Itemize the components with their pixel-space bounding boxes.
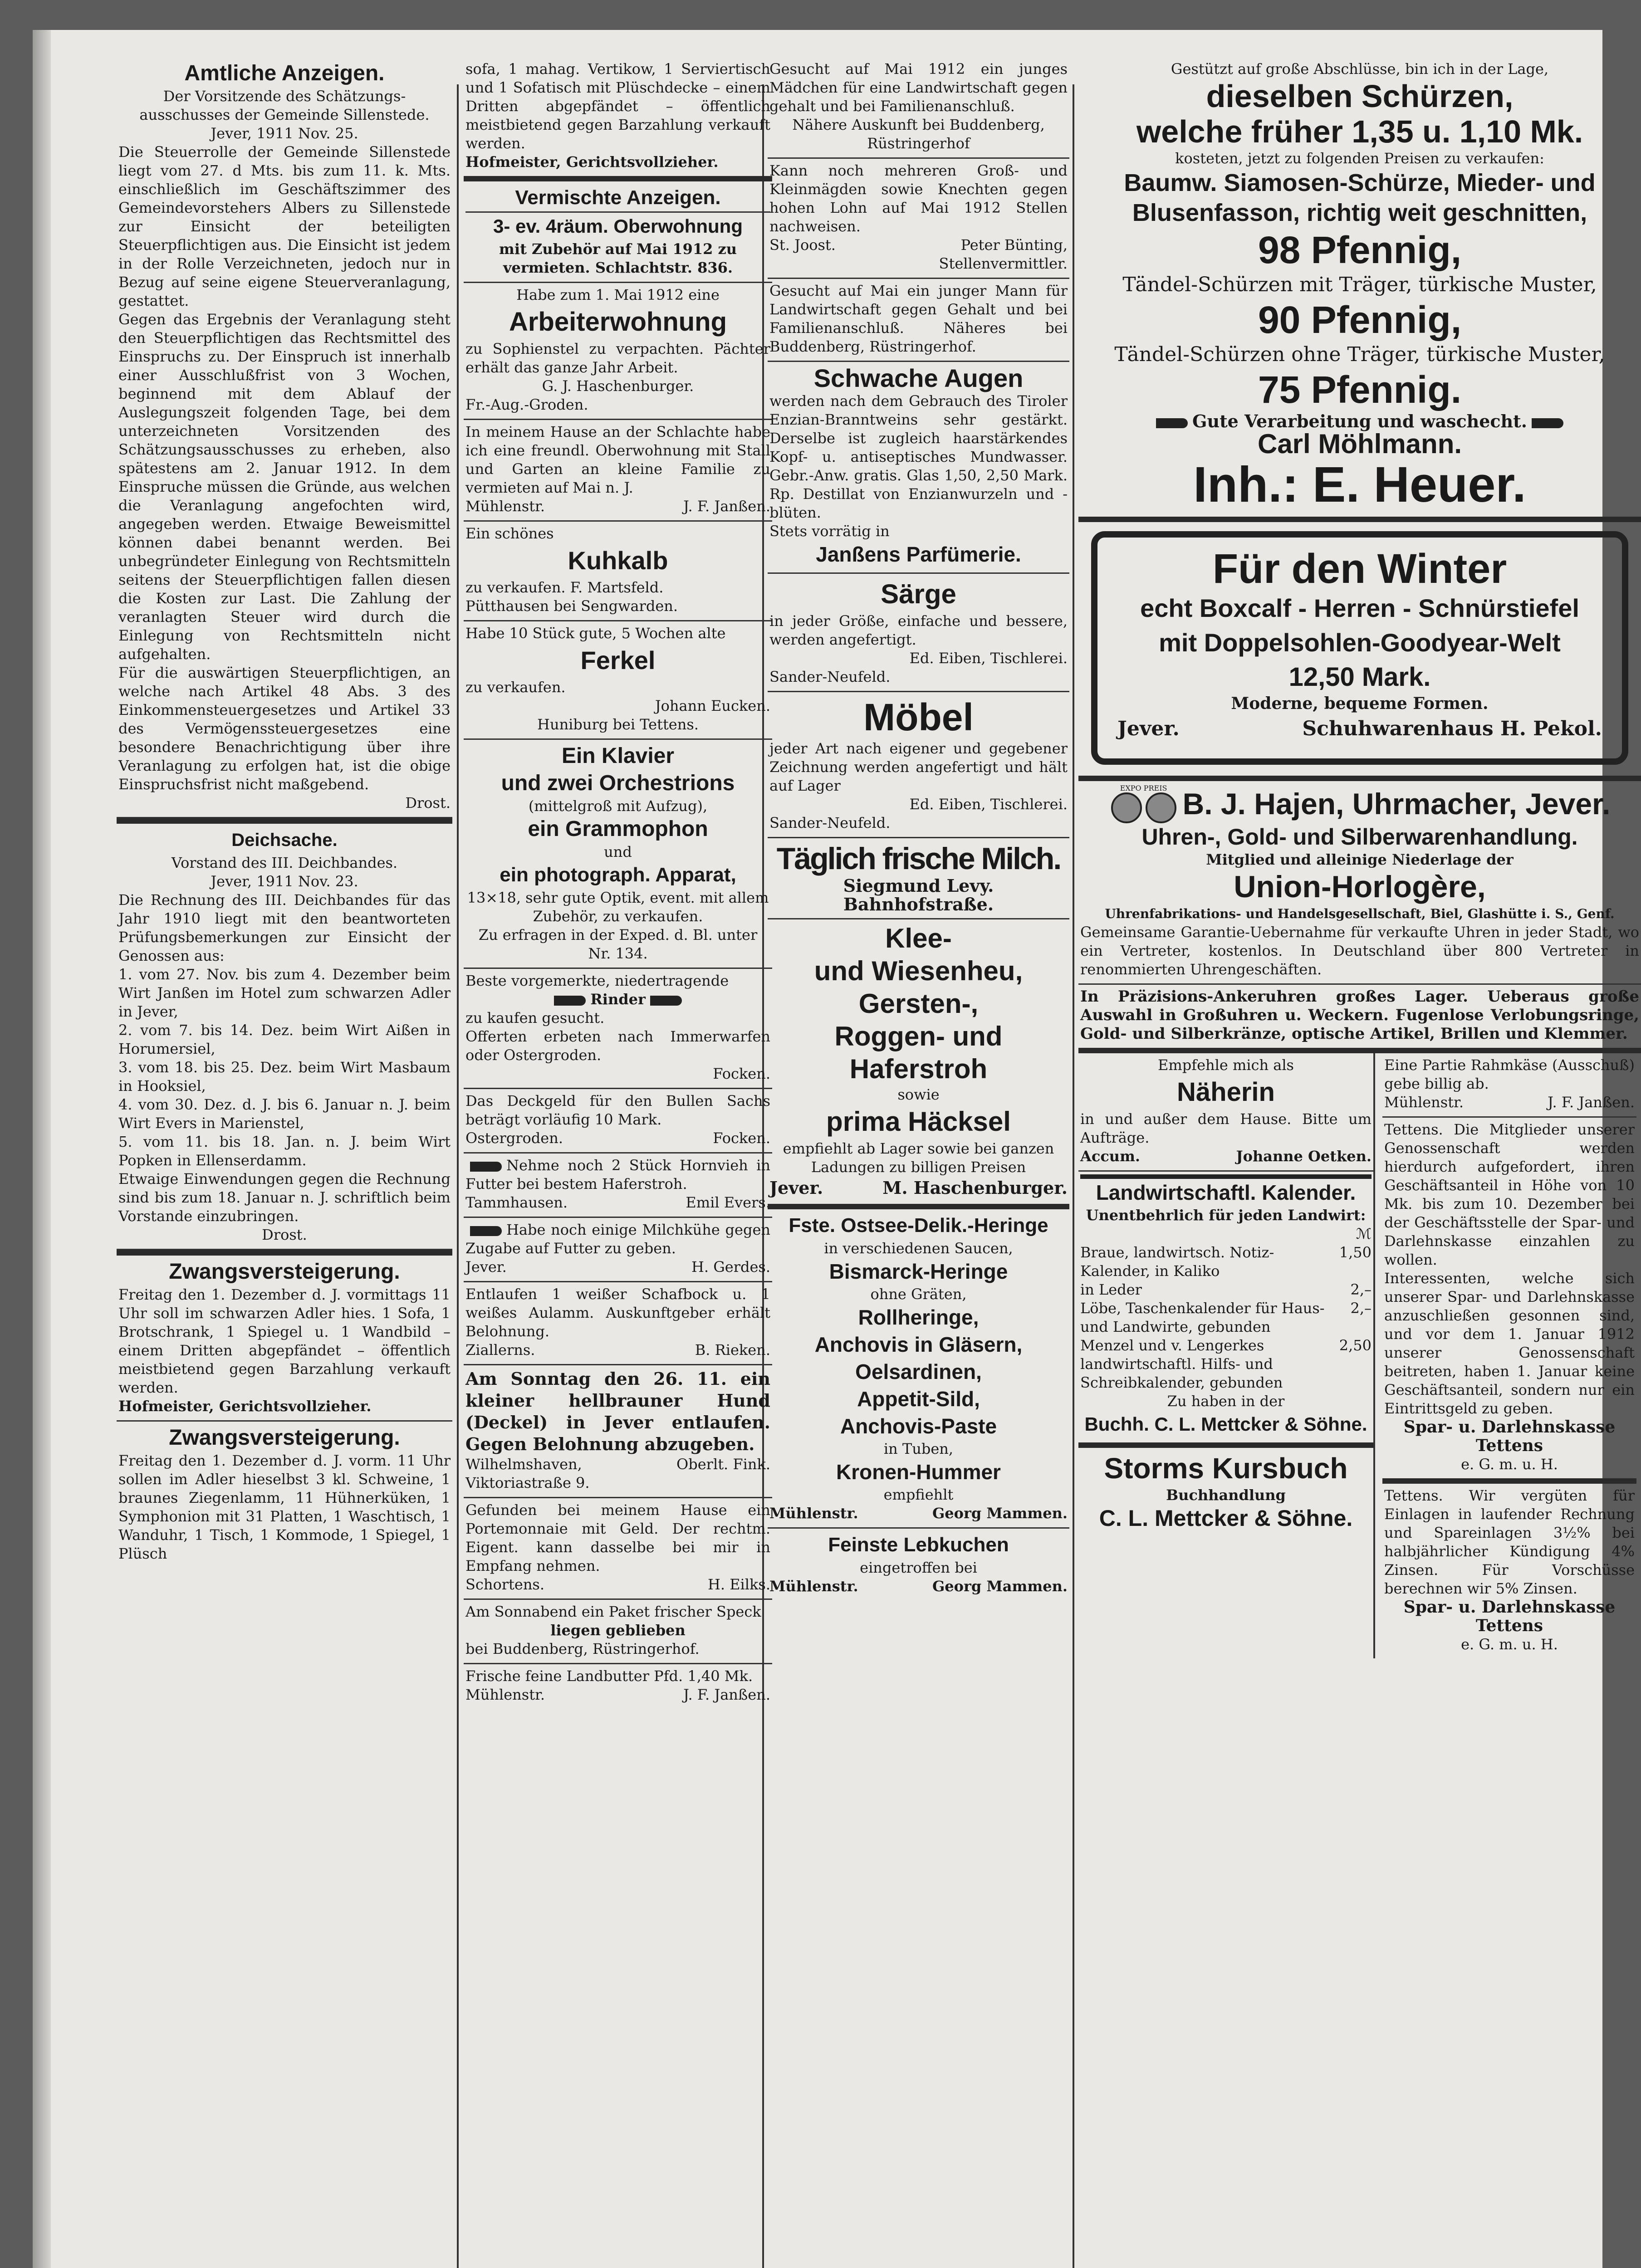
ad-signature: J. F. Janßen. — [683, 1686, 770, 1703]
piglets-ad — [464, 621, 772, 740]
ad-place: Mühlenstr. — [465, 1686, 545, 1703]
official-notice — [117, 57, 452, 818]
ad-place: Sander-Neufeld. — [769, 814, 891, 831]
divider — [117, 1250, 452, 1256]
ad-text: zu verkaufen. F. Martsfeld. Pütthausen bei Sengwarden. — [465, 579, 678, 615]
ad-headline: welche früher 1,35 u. 1,10 Mk. — [1136, 114, 1583, 149]
auction-text: sofa, 1 mahag. Vertikow, 1 Serviertisch und 1 Sofatisch mit Plüschdecke – einem Dritten abgepfändet – öffentlich meistbietend gegen Barzahlung verkauft werden. — [465, 60, 770, 152]
hay-ad — [768, 919, 1069, 1209]
ad-place: Huniburg bei Tettens. — [537, 716, 699, 733]
calf-ad — [464, 522, 772, 621]
product-line: echt Boxcalf - Herren - Schnürstiefel — [1140, 594, 1579, 622]
cattle-ad — [464, 969, 772, 1089]
owner-name: Inh.: E. Heuer. — [1193, 457, 1526, 513]
ad-signature: Schuhwarenhaus H. Pekol. — [1302, 717, 1602, 740]
ad-text: Nehme noch 2 Stück Hornvieh in Futter bei bestem Haferstroh. — [465, 1157, 770, 1193]
pointing-hand-icon — [650, 996, 682, 1006]
ad-place: Sander-Neufeld. — [769, 668, 891, 685]
column-4 — [1078, 57, 1641, 1658]
pointing-hand-icon — [470, 1226, 502, 1236]
ad-headline: dieselben Schürzen, — [1206, 78, 1514, 114]
eye-tonic-ad — [768, 362, 1069, 574]
ad-place: Mühlenstr. — [1384, 1094, 1464, 1111]
auction-text: Freitag den 1. Dezember d. J. vormittags 11 Uhr soll im schwarzen Adler hies. 1 Sofa, 1 Brotschrank, 1 Spiegel u. 1 Wandbild – einem Dritten abgepfändet – öffentlich meistbietend gegen Barzahlung verkauft werden. — [118, 1286, 451, 1396]
ad-text: Am Sonnabend ein Paket frischer Speck — [465, 1603, 761, 1620]
firm-suffix: e. G. m. u. H. — [1461, 1456, 1558, 1473]
ad-address: Viktoriastraße 9. — [465, 1474, 590, 1491]
ad-subline: Unentbehrlich für jeden Landwirt: — [1086, 1207, 1366, 1224]
gingerbread-ad — [768, 1529, 1069, 1600]
ad-name: Siegmund Levy. — [843, 875, 994, 896]
dike-item: 2. vom 7. bis 14. Dez. beim Wirt Aißen in Horumersiel, — [118, 1022, 451, 1057]
shop-name: C. L. Mettcker & Söhne. — [1099, 1505, 1353, 1531]
cheese-ad — [1382, 1053, 1636, 1118]
ad-signature: M. Haschenburger. — [882, 1178, 1068, 1198]
ad-shop: Janßens Parfümerie. — [816, 543, 1021, 566]
auction-notice — [117, 1422, 452, 1568]
pointing-hand-icon — [554, 996, 586, 1006]
column-rule — [1073, 84, 1074, 2268]
livestock-ad — [464, 1154, 772, 1218]
product-note: Moderne, bequeme Formen. — [1231, 694, 1489, 713]
ad-headline: Arbeiterwohnung — [509, 307, 727, 337]
product-item: Rollheringe, — [858, 1305, 979, 1329]
column-1 — [117, 57, 452, 1568]
milk-ad — [768, 838, 1069, 919]
firm-name: Spar- u. Darlehnskasse Tettens — [1403, 1598, 1616, 1635]
notice-date: Jever, 1911 Nov. 25. — [211, 125, 358, 142]
medal-icon — [1111, 792, 1142, 823]
ad-signature: Ed. Eiben, Tischlerei. — [909, 796, 1068, 813]
price: 12,50 Mark. — [1288, 662, 1431, 692]
product-note: ohne Gräten, — [870, 1286, 967, 1303]
ad-signature: Emil Evers. — [686, 1194, 770, 1211]
dike-item: 5. vom 11. bis 18. Jan. n. J. beim Wirt Popken in Ellenserdamm. — [118, 1133, 451, 1169]
ad-text: zu Sophienstel zu verpachten. Pächter erhält das ganze Jahr Arbeit. — [465, 340, 770, 376]
ad-headline: ein Grammophon — [528, 817, 708, 841]
ad-headline: prima Häcksel — [826, 1106, 1011, 1137]
dairy-cows-ad — [464, 1218, 772, 1282]
section-title: Vermischte Anzeigen. — [515, 186, 721, 209]
ad-intro: Ein schönes — [465, 525, 554, 542]
product-note: in Tuben, — [883, 1440, 954, 1457]
ad-text: Entlaufen 1 weißer Schafbock u. 1 weißes Aulamm. Auskunftgeber erhält Belohnung. — [465, 1286, 770, 1340]
price: 75 Pfennig. — [1258, 368, 1462, 411]
calendar-item: Braue, landwirtsch. Notiz-Kalender, in Kaliko — [1080, 1244, 1274, 1280]
ad-place: St. Joost. — [769, 236, 836, 254]
auction-title: Zwangsversteigerung. — [169, 1260, 400, 1284]
notice-signature: Drost. — [405, 794, 451, 811]
ad-text: zu verkaufen. — [465, 679, 566, 696]
product-item: Kronen-Hummer — [836, 1460, 1001, 1484]
ad-text: Kann noch mehreren Groß- und Kleinmägden sowie Knechten gegen hohen Lohn auf Mai 1912 Stellen nachweisen. — [769, 162, 1068, 235]
ad-subline: (mittelgroß mit Aufzug), — [528, 797, 708, 815]
dike-closing: Etwaige Einwendungen gegen die Rechnung sind bis zum 18. Januar n. J. schriftlich beim Vorstande einzubringen. — [118, 1170, 451, 1225]
ad-text: empfiehlt ab Lager sowie bei ganzen Ladungen zu billigen Preisen — [783, 1140, 1054, 1176]
calendar-price: 2,50 — [1339, 1337, 1372, 1354]
medal-icon — [1146, 792, 1176, 823]
ad-headline: 3- ev. 4räum. Oberwohnung — [465, 211, 770, 240]
ad-text: Zu haben in der — [1167, 1393, 1285, 1410]
pointing-hand-icon — [1532, 418, 1563, 428]
quality-note: Gute Verarbeitung und waschecht. — [1192, 411, 1527, 431]
calendar-ad — [1078, 1172, 1373, 1448]
ad-headline: Klee- und Wiesenheu, Gersten-, Roggen- und Haferstroh — [814, 923, 1023, 1084]
ad-text: Habe noch einige Milchkühe gegen Zugabe auf Futter zu geben. — [465, 1221, 770, 1257]
farmhand-wanted-ad — [768, 279, 1069, 362]
product-description: Tändel-Schürzen ohne Träger, türkische Muster, — [1114, 343, 1605, 366]
ad-headline: Schwache Augen — [813, 364, 1024, 392]
product-note: empfiehlt — [883, 1486, 954, 1503]
ad-intro: Habe zum 1. Mai 1912 eine — [516, 286, 720, 303]
ad-subline: Buchhandlung — [1166, 1486, 1286, 1504]
column-3 — [768, 57, 1069, 1600]
pointing-hand-icon — [1156, 418, 1188, 428]
ad-signature: Johann Eucken. — [655, 697, 770, 714]
ad-headline: B. J. Hajen, Uhrmacher, Jever. — [1182, 787, 1611, 821]
product-item: Oelsardinen, — [855, 1360, 982, 1383]
ad-text: Das Deckgeld für den Bullen Sachs beträgt vorläufig 10 Mark. — [465, 1092, 770, 1128]
ad-place: Tammhausen. — [465, 1194, 568, 1211]
shop-name: Buchh. C. L. Mettcker & Söhne. — [1084, 1413, 1367, 1435]
ad-subline: Uhren-, Gold- und Silberwarenhandlung. — [1141, 824, 1578, 850]
ad-headline: Fste. Ostsee-Delik.-Heringe — [789, 1214, 1048, 1237]
ad-text: Gesucht auf Mai 1912 ein junges Mädchen für eine Landwirtschaft gegen gehalt und bei Familienanschluß. — [769, 60, 1068, 115]
ad-headline: Kuhkalb — [568, 546, 668, 575]
ad-headline: Näherin — [1177, 1077, 1275, 1107]
boots-ad — [1078, 522, 1641, 781]
ad-signature: J. F. Janßen. — [683, 498, 770, 515]
calendar-item: Löbe, Taschenkalender für Haus- und Landwirte, gebunden — [1080, 1300, 1325, 1335]
medal-caption: EXPO PREIS — [1120, 784, 1167, 792]
calendar-item: in Leder — [1080, 1281, 1142, 1298]
ad-highlight: liegen geblieben — [550, 1622, 686, 1639]
calendar-price: 2,– — [1350, 1281, 1372, 1298]
ad-text: Tettens. Wir vergüten für Einlagen in laufender Rechnung und Spareinlagen 3½% bei halbjährlicher Kündigung 4% Zinsen. Für Vorschüsse berechnen wir 5% Zinsen. — [1384, 1487, 1635, 1597]
ad-text: Mitglied und alleinige Niederlage der — [1206, 851, 1514, 868]
dike-item: 1. vom 27. Nov. bis zum 4. Dezember beim Wirt Janßen im Hotel zum schwarzen Adler in Jever, — [118, 966, 451, 1020]
ad-text: mit Zubehör auf Mai 1912 zu vermieten. Schlachtstr. 836. — [499, 240, 737, 276]
ad-text: kosteten, jetzt zu folgenden Preisen zu verkaufen: — [1175, 150, 1544, 167]
ad-signature: B. Rieken. — [695, 1341, 770, 1359]
auction-title: Zwangsversteigerung. — [169, 1426, 400, 1450]
pointing-hand-icon — [470, 1162, 502, 1172]
watches-ad — [1078, 985, 1641, 1053]
price: 90 Pfennig, — [1258, 298, 1462, 341]
ad-headline: Särge — [881, 579, 956, 609]
maid-wanted-ad — [768, 57, 1069, 159]
ad-signature: Peter Bünting, — [960, 236, 1068, 254]
ad-text: Uhrenfabrikations- und Handelsgesellschaft, Biel, Glashütte i. S., Genf. — [1105, 906, 1615, 921]
auction-notice — [117, 1256, 452, 1422]
ad-headline: Ein Klavier — [561, 744, 675, 768]
product-item: Bismarck-Heringe — [829, 1260, 1008, 1283]
herring-ad — [768, 1209, 1069, 1529]
flat-ad — [464, 420, 772, 522]
flat-ad — [464, 181, 772, 283]
calendar-price: 2,– — [1350, 1300, 1372, 1317]
column-rule — [457, 84, 459, 2268]
ad-text: zu kaufen gesucht. Offerten erbeten nach Immerwarfen oder Ostergroden. — [465, 1009, 770, 1064]
ad-headline: Für den Winter — [1212, 546, 1507, 592]
newspaper-page — [33, 30, 1639, 2268]
bull-fee-ad — [464, 1089, 772, 1154]
ad-text: In Präzisions-Ankeruhren großes Lager. Ueberaus große Auswahl in Großuhren u. Weckern. Fugenlose Verlobungsringe, Gold- und Silberkränze, optische Artikel, Brillen und Klemmer. — [1080, 987, 1639, 1043]
ad-signature: H. Gerdes. — [691, 1258, 770, 1276]
ad-place: Mühlenstr. — [769, 1505, 858, 1522]
ad-place: Mühlenstr. — [465, 498, 545, 515]
ad-text: in und außer dem Hause. Bitte um Aufträge. — [1080, 1110, 1372, 1146]
ad-signature: Focken. — [713, 1129, 770, 1147]
dike-notice — [117, 824, 452, 1250]
ad-intro: Gestützt auf große Abschlüsse, bin ich in der Lage, — [1171, 60, 1549, 78]
ad-headline: Ferkel — [580, 646, 656, 675]
calendar-price: 1,50 — [1339, 1244, 1372, 1261]
section-title: Amtliche Anzeigen. — [184, 61, 385, 85]
aprons-ad — [1078, 57, 1641, 522]
savings-bank-rates — [1382, 1484, 1636, 1658]
ad-text: Eine Partie Rahmkäse (Ausschuß) gebe billig ab. — [1384, 1056, 1635, 1092]
divider — [117, 818, 452, 824]
ad-signature: Nähere Auskunft bei Buddenberg, Rüstringerhof — [792, 116, 1045, 152]
ad-place: Jever. — [465, 1258, 507, 1276]
calendar-item: Menzel und v. Lengerkes landwirtschaftl. Hilfs- und Schreibkalender, gebunden — [1080, 1337, 1283, 1391]
lost-sheep-ad — [464, 1282, 772, 1365]
ad-place: Schortens. — [465, 1576, 545, 1593]
ad-place: Ziallerns. — [465, 1341, 535, 1359]
worker-flat-ad — [464, 283, 772, 420]
firm-name: Spar- u. Darlehnskasse Tettens — [1403, 1418, 1616, 1455]
ad-headline: Landwirtschaftl. Kalender. — [1080, 1174, 1372, 1206]
firm-name: Carl Möhlmann. — [1257, 429, 1462, 459]
ad-headline: Täglich frische Milch. — [776, 841, 1061, 876]
ad-headline: Feinste Lebkuchen — [828, 1534, 1009, 1556]
dike-item: 4. vom 30. Dez. d. J. bis 6. Januar n. J. beim Wirt Evers in Marienstel, — [118, 1096, 451, 1132]
currency-unit: ℳ — [1356, 1225, 1372, 1242]
ad-text: in jeder Größe, einfache und bessere, werden angefertigt. — [769, 612, 1068, 648]
brand-name: Union-Horlogère, — [1234, 870, 1486, 904]
ad-text: Gemeinsame Garantie-Uebernahme für verkaufte Uhren in jeder Stadt, wo ein Vertreter, kostenlos. In Deutschland über 800 Vertreter in renommierten Uhrengeschäften. — [1080, 924, 1639, 978]
ad-text: jeder Art nach eigener und gegebener Zeichnung werden angefertigt und hält auf Lager — [769, 740, 1068, 794]
ad-signature: J. F. Janßen. — [1548, 1094, 1635, 1111]
ad-frame — [1091, 531, 1628, 765]
coffins-ad — [768, 574, 1069, 692]
ad-signature: Johanne Oetken. — [1236, 1148, 1372, 1165]
ad-headline: Rinder — [590, 991, 646, 1008]
product-item: Anchovis in Gläsern, — [814, 1333, 1023, 1356]
section-title: Deichsache. — [231, 830, 338, 850]
ad-text: bei Buddenberg, Rüstringerhof. — [465, 1640, 700, 1657]
ad-headline: Storms Kursbuch — [1104, 1452, 1348, 1485]
ad-text: Am Sonntag den 26. 11. ein kleiner hellbrauner Hund (Deckel) in Jever entlaufen. Gegen Belohnung abzugeben. — [465, 1369, 770, 1454]
auction-signature: Hofmeister, Gerichtsvollzieher. — [465, 153, 719, 171]
ad-text: Gesucht auf Mai ein junger Mann für Landwirtschaft gegen Gehalt und bei Familienanschluß. Näheres bei Buddenberg, Rüstringerhof. — [769, 282, 1068, 355]
ad-intro: Beste vorgemerkte, niedertragende — [465, 972, 729, 989]
auction-signature: Hofmeister, Gerichtsvollzieher. — [118, 1398, 372, 1415]
notice-text: Die Steuerrolle der Gemeinde Sillenstede liegt vom 27. d Mts. bis zum 11. k. Mts. einschließlich im Geschäftszimmer des Gemeindevorstehers Albers zu Sillenstede zur Einsicht der beteiligten Steuerpflichtigen aus. Die Einsicht ist jedem in der Rolle Verzeichneten, jedoch nur in Bezug auf seine eigene Steuerveranlagung, gestattet. Gegen das Ergebnis der Veranlagung steht den Steuerpflichtigen das Rechtsmittel des Einspruchs zu. Der Einspruch ist innerhalb einer Ausschlußfrist von 3 Wochen, beginnend mit dem Ablauf der Auslegungszeit folgenden Tage, bei dem unterzeichneten Vorsitzenden des Schätzungsausschusses zu erheben, also spätestens am 2. Januar 1912. In dem Einspruche müssen die Gründe, aus welchen die Veranlagung angefochten wird, angegeben werden. Etwaige Beweismittel können dabei benannt werden. Bei unbegründeter Einlegung von Rechtsmitteln seitens der Steuerpflichtigen fallen diesen die Kosten zur Last. Die Zahlung der veranlagten Steuer wird durch die Einlegung von Rechtsmitteln nicht aufgehalten. Für die auswärtigen Steuerpflichtigen, an welche nach Artikel 48 Abs. 3 des Einkommensteuergesetzes und Artikel 33 des Vermögenssteuergesetzes eine besondere Benachrichtigung über ihre Veranlagung zu erfolgen hat, ist die obige Einspruchsfrist nicht maßgebend. — [118, 143, 451, 793]
ad-signature: Ed. Eiben, Tischlerei. — [909, 650, 1068, 667]
ad-role: Stellenvermittler. — [939, 255, 1068, 272]
product-description: Tändel-Schürzen mit Träger, türkische Muster, — [1122, 273, 1597, 296]
ad-signature: Georg Mammen. — [932, 1578, 1068, 1595]
ad-signature: Oberlt. Fink. — [676, 1456, 770, 1473]
ad-place: Mühlenstr. — [769, 1578, 858, 1595]
auction-text: Freitag den 1. Dezember d. J. vorm. 11 Uhr sollen im Adler hieselbst 3 kl. Schweine, 1 braunes Ziegenlamm, 11 Hühnerküken, 1 Symphonion mit 31 Platten, 1 Waschtisch, 1 Wanduhr, 1 Tisch, 1 Kommode, 1 Spiegel, 1 Plüsch — [118, 1452, 451, 1562]
piano-ad — [464, 740, 772, 969]
found-wallet-ad — [464, 1498, 772, 1600]
savings-bank-notice — [1382, 1118, 1636, 1484]
butter-ad — [464, 1664, 772, 1709]
ad-text: werden nach dem Gebrauch des Tiroler Enzian-Branntweins sehr gestärkt. Derselbe ist zugleich haarstärkendes Kopf- u. antiseptisches Mundwasser. Gebr.-Anw. gratis. Glas 1,50, 2,50 Mark. Rp. Destillat von Enzianwurzeln und -blüten. Stets vorrätig in — [769, 392, 1068, 540]
ad-headline: ein photograph. Apparat, — [500, 864, 736, 886]
ad-text: In meinem Hause an der Schlachte habe ich eine freundl. Oberwohnung mit Stall und Garten an kleine Familie zu vermieten auf Mai n. J. — [465, 423, 770, 496]
dike-signature: Drost. — [262, 1226, 307, 1243]
ad-place: Accum. — [1080, 1148, 1141, 1165]
ad-place: Ostergroden. — [465, 1129, 563, 1147]
ad-signature: H. Eilks. — [707, 1576, 770, 1593]
ad-intro: Empfehle mich als — [1158, 1056, 1294, 1074]
firm-suffix: e. G. m. u. H. — [1461, 1636, 1558, 1653]
dike-item: 3. vom 18. bis 25. Dez. beim Wirt Masbaum in Hooksiel, — [118, 1059, 451, 1095]
servants-ad — [768, 159, 1069, 279]
ad-place: Jever. — [1117, 717, 1180, 740]
ad-headline: und zwei Orchestrions — [501, 771, 735, 795]
product-item: Anchovis-Paste — [840, 1414, 997, 1438]
ad-subline: in verschiedenen Saucen, — [824, 1240, 1013, 1257]
watchmaker-ad — [1078, 781, 1641, 985]
ad-place: Jever. — [769, 1178, 823, 1198]
dike-text: Die Rechnung des III. Deichbandes für das Jahr 1910 liegt mit den beantworteten Prüfungsbemerkungen zur Einsicht der Genossen aus: — [118, 891, 451, 964]
auction-continued — [464, 57, 772, 181]
ad-text: Gefunden bei meinem Hause ein Portemonnaie mit Geld. Der rechtm. Eigent. kann dasselbe bei mir in Empfang nehmen. — [465, 1501, 770, 1574]
ad-signature: G. J. Haschenburger. — [542, 377, 694, 395]
found-package-ad — [464, 1600, 772, 1664]
ad-address: Bahnhofstraße. — [843, 894, 994, 914]
product-line: mit Doppelsohlen-Goodyear-Welt — [1159, 628, 1561, 657]
ad-conjunction: und — [604, 843, 632, 860]
ad-intro: Habe 10 Stück gute, 5 Wochen alte — [465, 625, 726, 642]
ad-text: Tettens. Die Mitglieder unserer Genossenschaft werden hierdurch aufgefordert, ihren Geschäftsanteil in Höhe von 10 Mk. bis zum 10. Dezember bei der Geschäftsstelle der Spar- und Darlehnskasse einzahlen zu wollen. Interessenten, welche sich unserer Spar- und Darlehnskasse anzuschließen gesonnen sind, und vor dem 1. Januar 1912 unserer Genossenschaft beitreten, haben 1. Januar keine Geschäftsanteil, sondern nur ein Eintrittsgeld zu geben. — [1384, 1121, 1635, 1417]
column-2 — [464, 57, 772, 1709]
ad-signature: Georg Mammen. — [932, 1505, 1068, 1522]
ad-headline: Möbel — [863, 696, 974, 738]
page-binding-edge — [33, 30, 51, 2268]
dike-heading: Vorstand des III. Deichbandes. Jever, 1911 Nov. 23. — [171, 854, 398, 890]
ad-place: Wilhelmshaven, — [465, 1456, 582, 1473]
price: 98 Pfennig, — [1258, 229, 1462, 271]
ad-conjunction: sowie — [897, 1086, 940, 1103]
furniture-ad — [768, 692, 1069, 838]
ad-text: Frische feine Landbutter Pfd. 1,40 Mk. — [465, 1667, 753, 1685]
product-description: Baumw. Siamosen-Schürze, Mieder- und Blusenfasson, richtig weit geschnitten, — [1124, 169, 1596, 226]
notice-heading: Der Vorsitzende des Schätzungs-ausschusses der Gemeinde Sillenstede. — [139, 88, 430, 123]
ad-subline: eingetroffen bei — [860, 1559, 977, 1576]
lost-dog-ad — [464, 1365, 772, 1498]
seamstress-ad — [1078, 1053, 1373, 1172]
ad-signature: Focken. — [713, 1065, 770, 1082]
timetable-ad — [1078, 1448, 1373, 1536]
product-item: Appetit-Sild, — [857, 1387, 980, 1411]
ad-text: 13×18, sehr gute Optik, event. mit allem Zubehör, zu verkaufen. Zu erfragen in der Exped. d. Bl. unter Nr. 134. — [467, 889, 769, 962]
ad-place: Fr.-Aug.-Groden. — [465, 396, 588, 413]
